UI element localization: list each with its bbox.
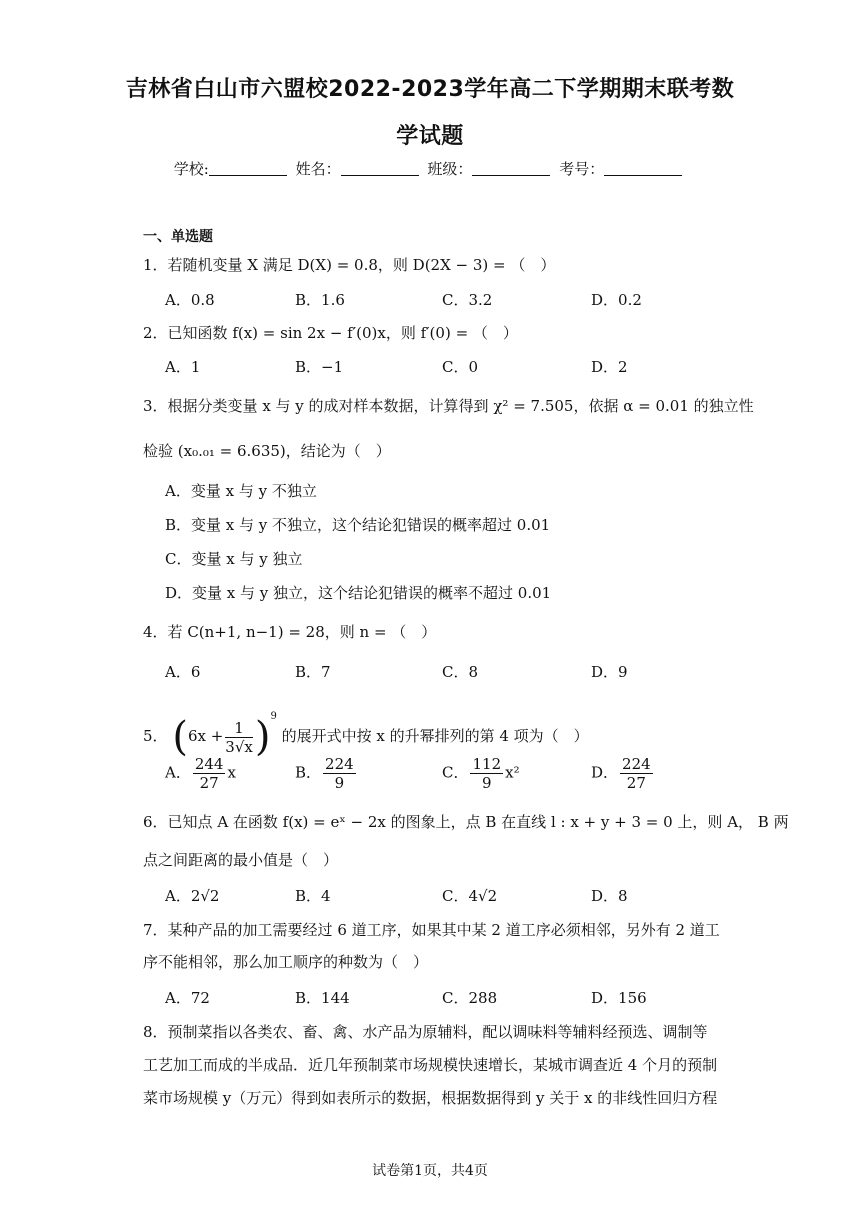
question-stem: 若 C(n+1, n−1) = 28，则 n = （ ）	[167, 623, 437, 641]
exam-title-line2: 学试题	[396, 124, 464, 149]
option-b[interactable]: B．144	[295, 989, 350, 1007]
option-b[interactable]: B．7	[295, 663, 331, 681]
question-number: 3．	[143, 397, 168, 415]
question-7-line2: 序不能相邻，那么加工顺序的种数为（ ）	[143, 953, 429, 971]
exam-no-label: 考号：	[559, 160, 605, 178]
option-a[interactable]: A．变量 x 与 y 不独立	[165, 482, 317, 500]
question-2-options	[165, 356, 765, 396]
option-c[interactable]: C．0	[442, 358, 479, 376]
question-5	[143, 692, 589, 760]
question-1	[143, 254, 555, 275]
option-a[interactable]: A．1	[165, 358, 201, 376]
question-4	[143, 621, 436, 642]
question-number: 4．	[143, 623, 168, 641]
school-label: 学校:	[173, 160, 209, 178]
question-stem: 根据分类变量 x 与 y 的成对样本数据，计算得到 χ² = 7.505，依据 α = 0.01 的独立性	[167, 397, 754, 415]
question-5-options	[165, 755, 765, 799]
option-a[interactable]: A．2√2	[165, 887, 220, 905]
question-number: 8．	[143, 1023, 168, 1041]
question-stem: 若随机变量 X 满足 D(X) = 0.8，则 D(2X − 3) = （ ）	[167, 256, 556, 274]
school-blank[interactable]	[209, 161, 287, 176]
option-a[interactable]: A．0.8	[165, 291, 215, 309]
option-c[interactable]: C．变量 x 与 y 独立	[165, 550, 303, 568]
option-a[interactable]: A．6	[165, 663, 201, 681]
exam-no-blank[interactable]	[604, 161, 682, 176]
question-8-line3: 菜市场规模 y（万元）得到如表所示的数据，根据数据得到 y 关于 x 的非线性回归方程	[143, 1089, 718, 1107]
question-3-line2: 检验 (x₀.₀₁ = 6.635)，结论为（ ）	[143, 442, 391, 460]
question-2	[143, 322, 518, 343]
question-stem: 某种产品的加工需要经过 6 道工序，如果其中某 2 道工序必须相邻，另外有 2 道工	[167, 921, 720, 939]
question-number: 5．	[143, 727, 168, 745]
option-d[interactable]: D．变量 x 与 y 独立，这个结论犯错误的概率不超过 0.01	[165, 584, 552, 602]
question-stem: 已知点 A 在函数 f(x) = eˣ − 2x 的图象上，点 B 在直线 l : x + y + 3 = 0 上，则 A， B 两	[167, 813, 789, 831]
question-6-line2: 点之间距离的最小值是（ ）	[143, 851, 339, 869]
class-label: 班级：	[427, 160, 473, 178]
option-b[interactable]: B．变量 x 与 y 不独立，这个结论犯错误的概率超过 0.01	[165, 516, 551, 534]
question-stem: 已知函数 f(x) = sin 2x − f′(0)x，则 f′(0) = （ ）	[167, 324, 518, 342]
option-a[interactable]: A． $\frac{244}{27}$ x	[165, 755, 236, 792]
question-stem: 的展开式中按 x 的升幂排列的第 4 项为（ ）	[281, 727, 589, 745]
option-c[interactable]: C．8	[442, 663, 479, 681]
exam-title-line1: 吉林省白山市六盟校2022-2023学年高二下学期期末联考数	[125, 77, 735, 102]
question-number: 7．	[143, 921, 168, 939]
question-8-line2: 工艺加工而成的半成品．近几年预制菜市场规模快速增长，某城市调查近 4 个月的预制	[143, 1056, 718, 1074]
option-c[interactable]: C．288	[442, 989, 498, 1007]
option-c[interactable]: C．4√2	[442, 887, 498, 905]
option-b[interactable]: B．−1	[295, 358, 344, 376]
question-number: 6．	[143, 813, 168, 831]
question-stem: 预制菜指以各类农、畜、禽、水产品为原辅料，配以调味料等辅料经预选、调制等	[167, 1023, 708, 1041]
option-c[interactable]: C． $\frac{112}{9}$ x²	[442, 755, 520, 792]
option-c[interactable]: C．3.2	[442, 291, 493, 309]
option-d[interactable]: D．2	[591, 358, 628, 376]
page-footer: 试卷第1页，共4页	[372, 1163, 488, 1179]
option-b[interactable]: B． $\frac{224}{9}$	[295, 755, 354, 792]
class-blank[interactable]	[472, 161, 550, 176]
question-8-line1	[143, 1021, 708, 1042]
option-b[interactable]: B．1.6	[295, 291, 345, 309]
question-number: 1．	[143, 256, 168, 274]
section-heading: 一、单选题	[143, 229, 213, 245]
option-b[interactable]: B．4	[295, 887, 331, 905]
name-blank[interactable]	[341, 161, 419, 176]
student-info-row	[0, 158, 860, 179]
name-label: 姓名：	[295, 160, 341, 178]
option-d[interactable]: D．8	[591, 887, 628, 905]
binomial-expression: (6x + $\frac{1}{3√x}$ )$^9$	[172, 711, 277, 760]
option-a[interactable]: A．72	[165, 989, 210, 1007]
option-d[interactable]: D． $\frac{224}{27}$	[591, 755, 651, 792]
option-d[interactable]: D．9	[591, 663, 628, 681]
option-d[interactable]: D．0.2	[591, 291, 642, 309]
question-7-line1	[143, 919, 720, 940]
question-number: 2．	[143, 324, 168, 342]
option-d[interactable]: D．156	[591, 989, 647, 1007]
question-3-line1	[143, 395, 754, 416]
question-6-line1	[143, 811, 789, 832]
